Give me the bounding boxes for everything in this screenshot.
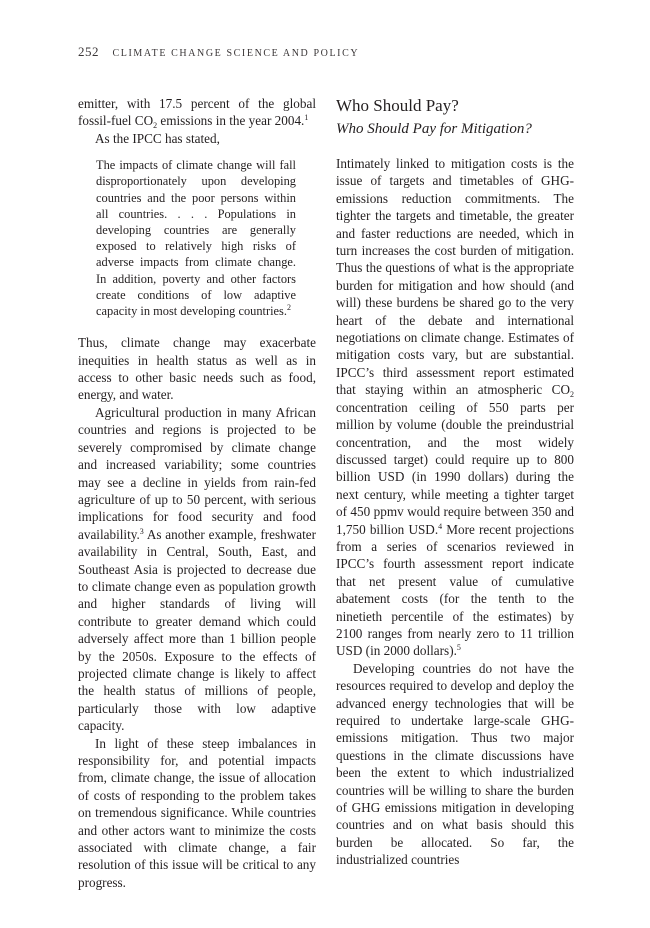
subsection-heading: Who Should Pay for Mitigation? xyxy=(336,121,532,137)
paragraph-emitter xyxy=(78,95,316,130)
paragraph-text: emitter, with 17.5 percent of the global fossil-fuel CO xyxy=(78,96,316,129)
paragraph-agriculture xyxy=(78,404,316,735)
block-quote xyxy=(96,157,296,319)
section-heading: Who Should Pay? xyxy=(336,96,459,115)
paragraph-text: As another example, freshwater availability in Central, South, East, and Southeast Asia is projected to decrease due to climate change even as population growth and higher standards of living will contribute to greater demand which could adversely affect more than 1 billion people by the 2050s. Exposure to the effects of projected climate change is likely to affect the health status of millions of people, particularly those with low adaptive capacity. xyxy=(78,526,316,734)
running-title: CLIMATE CHANGE SCIENCE AND POLICY xyxy=(112,48,360,59)
running-header xyxy=(78,44,359,60)
footnote-ref-1: 1 xyxy=(304,113,309,123)
left-column xyxy=(78,95,316,891)
subscript: 2 xyxy=(153,121,158,131)
subscript: 2 xyxy=(570,390,574,400)
footnote-ref-3: 3 xyxy=(139,526,144,536)
footnote-ref-2: 2 xyxy=(286,303,291,313)
paragraph-text: emissions in the year 2004. xyxy=(157,113,305,129)
paragraph-text: concentration ceiling of 550 parts per million by volume (double the preindustrial concentration, and the most widely discussed target) could require up to 800 billion USD (in 1990 dollars) during the next century, while meeting a tighter target of 450 ppmv would require between 350 and 1,750 billion USD. xyxy=(336,399,574,537)
paragraph-text: Agricultural production in many African countries and regions is projected to be severely compromised by climate change and increased variability; some countries may see a decline in yields from rain-fed agriculture of up to 50 percent, with serious implications for food security and food availability. xyxy=(78,404,316,542)
paragraph-developing-countries: Developing countries do not have the resources required to develop and deploy the advanced energy technologies that will be required to undertake large-scale GHG-emissions mitigation. Thus two major questions in the climate discussions have been the extent to which industrialized countries will be willing to share the burden of GHG emissions mitigation in developing countries and on what basis should this burden be allocated. So far, the industrialized countries xyxy=(336,660,574,868)
page-number: 252 xyxy=(78,44,99,59)
quote-text: The impacts of climate change will fall disproportionately upon developing countries and the poor persons within all countries. . . . Populations in developing countries are generally exposed to relatively high risks of adverse impacts from climate change. In addition, poverty and other factors create conditions of low adaptive capacity in most developing countries. xyxy=(96,158,296,319)
paragraph-inequities: Thus, climate change may exacerbate inequities in health status as well as in access to other basic needs such as food, energy, and water. xyxy=(78,335,316,403)
paragraph-imbalances: In light of these steep imbalances in responsibility for, and potential impacts from, climate change, the issue of allocation of costs of responding to the problem takes on tremendous significance. While countries and other actors want to minimize the costs associated with climate change, a fair resolution of this issue will be critical to any progress. xyxy=(78,735,316,890)
paragraph-text: More recent projections from a series of scenarios reviewed in IPCC’s fourth assessment report indicate that net present value of cumulative abatement costs (for the tenth to the ninetieth percentile of the estimates) by 2100 ranges from nearly zero to 11 trillion USD (in 2000 dollars). xyxy=(336,521,574,659)
right-column xyxy=(336,95,574,869)
paragraph-mitigation-costs xyxy=(336,155,574,660)
paragraph-ipcc-stated: As the IPCC has stated, xyxy=(95,130,220,146)
footnote-ref-4: 4 xyxy=(438,521,443,531)
paragraph-text: Intimately linked to mitigation costs is the issue of targets and timetables of GHG-emissions reduction commitments. The tighter the targets and timetable, the greater and faster reductions are needed, which in turn increases the cost burden of mitigation. Thus the questions of what is the appropriate burden for mitigation and how should (and will) these burdens be shared go to the very heart of the debate and international negotiations on climate change. Estimates of mitigation costs vary, but are substantial. IPCC’s third assessment report estimated that staying within an atmospheric CO xyxy=(336,156,574,398)
footnote-ref-5: 5 xyxy=(456,643,461,653)
